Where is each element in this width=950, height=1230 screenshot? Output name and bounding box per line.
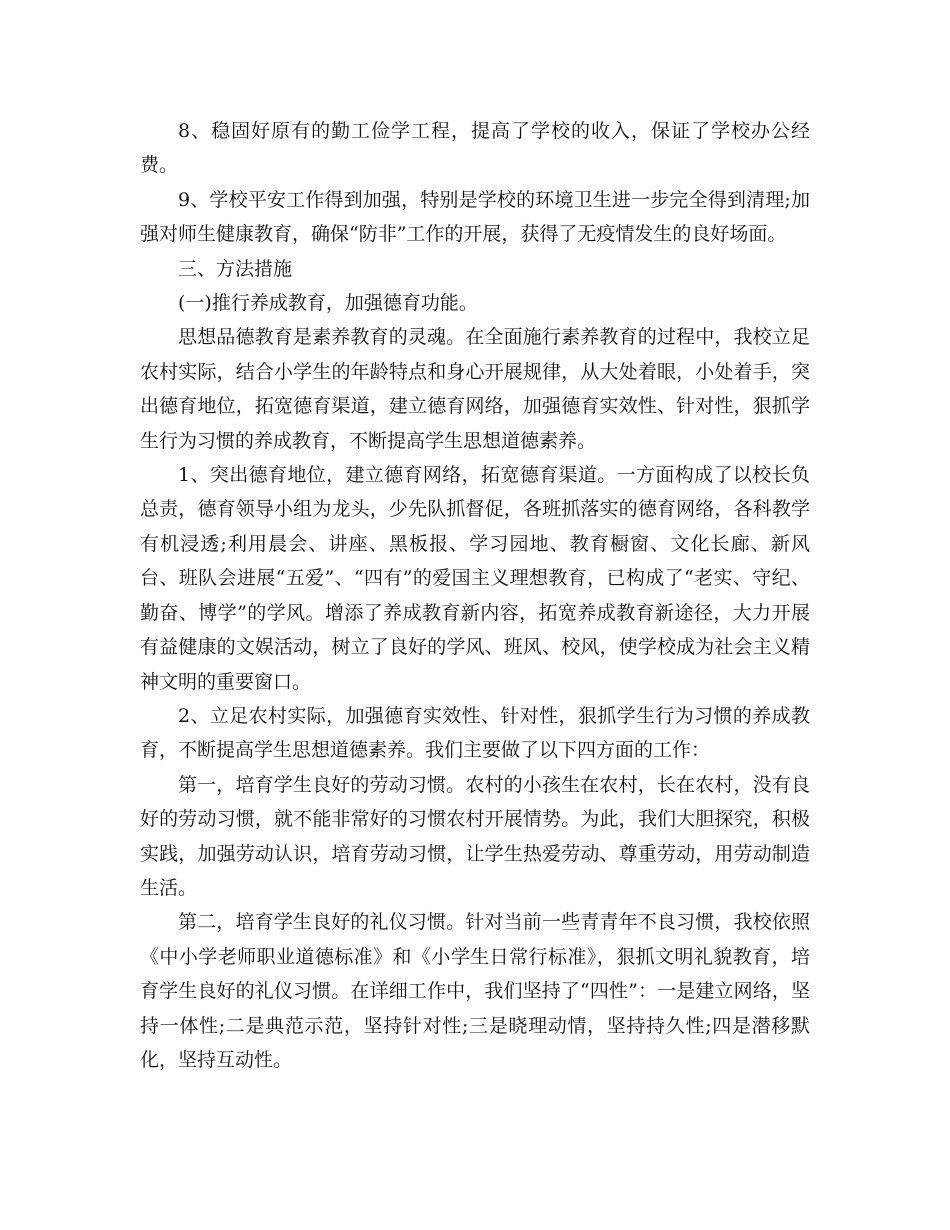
paragraph-point-1: 1、突出德育地位，建立德育网络，拓宽德育渠道。一方面构成了以校长负总责，德育领导小组为龙头，少先队抓督促，各班抓落实的德育网络，各科教学有机浸透;利用晨会、讲座、黑板报、学习园地、教育橱窗、文化长廊、新风台、班队会进展“五爱”、“四有”的爱国主义理想教育，已构成了“老实、守纪、勤奋、博学”的学风。增添了养成教育新内容，拓宽养成教育新途径，大力开展有益健康的文娱活动，树立了良好的学风、班风、校风，使学校成为社会主义精神文明的重要窗口。: [140, 464, 810, 693]
paragraph-second-etiquette: 第二，培育学生良好的礼仪习惯。针对当前一些青青年不良习惯，我校依照《中小学老师职业道德标准》和《小学生日常行标准》，狠抓文明礼貌教育，培育学生良好的礼仪习惯。在详细工作中，我们坚持了“四性”：一是建立网络，坚持一体性;二是典范示范，坚持针对性;三是晓理动情，坚持持久性;四是潜移默化，坚持互动性。: [140, 911, 810, 1071]
paragraph-point-2: 2、立足农村实际，加强德育实效性、针对性，狠抓学生行为习惯的养成教育，不断提高学生思想道德素养。我们主要做了以下四方面的工作：: [140, 704, 810, 762]
paragraph-moral-education: 思想品德教育是素养教育的灵魂。在全面施行素养教育的过程中，我校立足农村实际，结合小学生的年龄特点和身心开展规律，从大处着眼，小处着手，突出德育地位，拓宽德育渠道，建立德育网络，加强德育实效性、针对性，狠抓学生行为习惯的养成教育，不断提高学生思想道德素养。: [140, 326, 810, 452]
paragraph-item-9: 9、学校平安工作得到加强，特别是学校的环境卫生进一步完全得到清理;加强对师生健康教育，确保“防非”工作的开展，获得了无疫情发生的良好场面。: [140, 188, 810, 246]
paragraph-item-8: 8、稳固好原有的勤工俭学工程，提高了学校的收入，保证了学校办公经费。: [140, 120, 810, 177]
subsection-heading-1: (一)推行养成教育，加强德育功能。: [178, 292, 478, 315]
section-heading-methods: 三、方法措施: [178, 257, 293, 280]
document-body: [140, 114, 810, 1077]
paragraph-first-labor: 第一，培育学生良好的劳动习惯。农村的小孩生在农村，长在农村，没有良好的劳动习惯，就不能非常好的习惯农村开展情势。为此，我们大胆探究，积极实践，加强劳动认识，培育劳动习惯，让学生热爱劳动、尊重劳动，用劳动制造生活。: [140, 773, 810, 899]
